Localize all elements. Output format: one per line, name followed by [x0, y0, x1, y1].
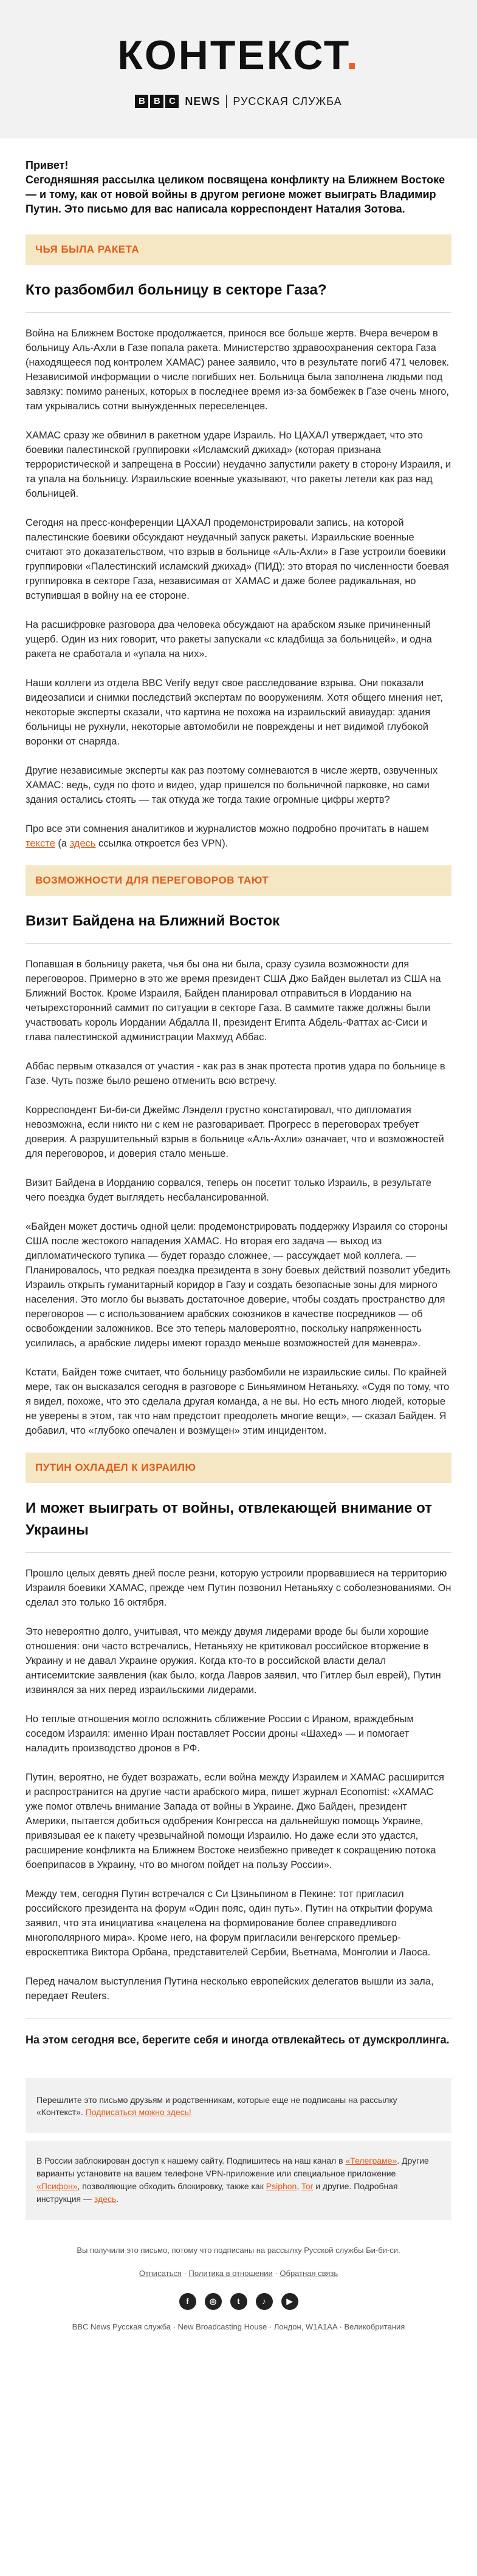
tiktok-icon[interactable]: ♪: [256, 2293, 273, 2310]
paragraph: Аббас первым отказался от участия - как раз в знак протеста против удара по больнице в Газе. Чуть позже было решено отменить всю встречу.: [26, 1061, 445, 1086]
paragraph-with-links: Про все эти сомнения аналитиков и журналистов можно подробно прочитать в нашем тексте (а здесь ссылка откроется без VPN).: [26, 823, 429, 849]
bbc-news-russian-logo: [0, 95, 477, 108]
vpn-info-box: В России заблокирован доступ к нашему сайту. Подпишитесь на наш канал в «Телеграме». Другие варианты установите на вашем телефоне VPN-приложение или специальное приложение «Псифон», позволяющие обходить блокировку, также как Psiphon, Tor и другие. Подробная инструкция — здесь.: [26, 2141, 451, 2220]
masthead: [0, 0, 477, 138]
intro-text: Сегодняшняя рассылка целиком посвящена конфликту на Ближнем Востоке — и тому, как от новой войны в другом регионе может выиграть Владимир Путин. Это письмо для вас написала корреспондент Наталия Зотова.: [26, 174, 445, 215]
instructions-link[interactable]: здесь: [94, 2194, 117, 2204]
greeting: Привет!: [26, 159, 69, 171]
paragraph: Наши коллеги из отдела BBC Verify ведут свое расследование взрыва. Они показали видеозаписи и снимки последствий экспертам по вооружениям. Хотя общего мнения нет, некоторые эксперты сказали, что картина не похожа на израильский авиаудар: здания больницы не рухнули, некоторые автомобили не повреждены и нет видимой глубокой воронки от снаряда.: [26, 678, 443, 747]
unsubscribe-link[interactable]: Отписаться: [139, 2269, 182, 2278]
subscribe-link[interactable]: Подписаться можно здесь!: [85, 2107, 191, 2117]
section-rocket: [26, 234, 451, 851]
facebook-icon[interactable]: f: [179, 2293, 196, 2310]
feedback-link[interactable]: Обратная связь: [280, 2269, 338, 2278]
paragraph: Между тем, сегодня Путин встречался с Си Цзиньпином в Пекине: тот пригласил российского президента на форум «Один пояс, один путь». Путин на открытии форума заявил, что эта инициатива «нацелена на формирование более справедливого многополярного мира». Кроме него, на форум пригласили венгерского премьер-евроскептика Виктора Орбана, представителей Сербии, Вьетнама, Монголии и Лаоса.: [26, 1889, 433, 1958]
intro: [26, 158, 451, 234]
tor-link[interactable]: Tor: [301, 2181, 314, 2191]
paragraph: «Байден может достичь одной цели: продемонстрировать поддержку Израиля со стороны США после жестокого нападения ХАМАС. Но вторая его задача — выход из дипломатического тупика — будет гораздо сложнее, — рассуждает мой коллега. — Планировалось, что редкая поездка президента в зону боевых действий позволит убедить Израиль открыть гуманитарный коридор в Газу и создать безопасные зоны для мирного населения. Это могло бы вызвать достаточное доверие, чтобы создать пространство для переговоров — с использованием арабских союзников в качестве посредников — об освобождении заложников. Все это теперь маловероятно, поскольку напряженность усилилась, а арабские лидеры имеют гораздо меньше возможностей для маневра».: [26, 1221, 451, 1349]
paragraph: Война на Ближнем Востоке продолжается, принося все больше жертв. Вчера вечером в больницу Аль-Ахли в Газе попала ракета. Министерство здравоохранения сектора Газа (находящееся под контролем ХАМАС) ранее заявило, что в результате погиб 471 человек. Независимой информации о числе погибших нет. Больница была заполнена людьми под завязку: помимо раненых, которых в последнее время из-за бомбежек в Газе очень много, там укрывались сотни вынужденных переселенцев.: [26, 328, 450, 412]
kontekst-logo: КОНТЕКСТ.: [117, 32, 360, 78]
section-headline: И может выиграть от войны, отвлекающей внимание от Украины: [26, 1483, 451, 1553]
paragraph: Путин, вероятно, не будет возражать, если война между Израилем и ХАМАС расширится и распространится на другие части арабского мира, пишет журнал Economist: «ХАМАС уже помог отвлечь внимание Запада от войны в Украине. Джо Байден, президент Америки, пытается добиться одобрения Конгресса на дальнейшую помощь Украине, привязывая ее к пакету чрезвычайной помощи Израилю. Но даже если это удастся, расширение конфликта на Ближнем Востоке неизбежно приведет к сокращению потока боеприпасов в Украину, что во многом пойдет на пользу России».: [26, 1772, 444, 1870]
section-headline: Визит Байдена на Ближний Восток: [26, 896, 451, 944]
youtube-icon[interactable]: ▶: [281, 2293, 298, 2310]
forward-subscribe-box: Перешлите это письмо друзьям и родственникам, которые еще не подписаны на рассылку «Контекст». Подписаться можно здесь!: [26, 2078, 451, 2133]
footer-notice: Вы получили это письмо, потому что подписаны на рассылку Русской службы Би-би-си.: [77, 2246, 400, 2255]
section-band: ЧЬЯ БЫЛА РАКЕТА: [26, 234, 451, 265]
telegram-icon[interactable]: t: [230, 2293, 247, 2310]
section-band: ВОЗМОЖНОСТИ ДЛЯ ПЕРЕГОВОРОВ ТАЮТ: [26, 865, 451, 896]
bbc-blocks-icon: B B C: [135, 95, 179, 108]
paragraph: На расшифровке разговора два человека обсуждают на арабском языке причиненный ущерб. Один из них говорит, что ракеты запускали «с кладбища за больницей», и одна ракета не сработала и «упала на них».: [26, 619, 432, 659]
paragraph: ХАМАС сразу же обвинил в ракетном ударе Израиль. Но ЦАХАЛ утверждает, что это боевики палестинской группировки «Исламский джихад» (которая признана террористической и запрещена в России) неудачно запустили ракету в сторону Израиля, и та упала на больницу. Израильские военные указывают, что ракеты летели как раз над больницей.: [26, 430, 451, 499]
mirror-link[interactable]: здесь: [69, 838, 96, 849]
paragraph: Это невероятно долго, учитывая, что между двумя лидерами вроде бы были хорошие отношения: они часто встречались, Нетаньяху не критиковал российское вторжение в Украину и не давал Украине оружия. Когда кто-то в российской власти делал антисемитские заявления (как было, когда Лавров заявил, что Гитлер был еврей), Путин извинялся за них перед израильскими лидерами.: [26, 1626, 441, 1695]
telegram-link[interactable]: «Телеграме»: [345, 2156, 397, 2165]
social-icons: [62, 2293, 415, 2310]
paragraph: Попавшая в больницу ракета, чья бы она ни была, сразу сузила возможности для переговоров. Примерно в это же время президент США Джо Байден вылетал из США на Ближний Восток. Кроме Израиля, Байден планировал отправиться в Иорданию на четырехсторонний саммит по ситуации в секторе Газа. В саммите также должны были участвовать король Иордании Абдалла II, президент Египта Абдель-Фаттах ас-Сиси и глава палестинской администрации Махмуд Аббас.: [26, 959, 441, 1043]
outro: На этом сегодня все, берегите себя и иногда отвлекайтесь от думскроллинга.: [26, 2018, 451, 2066]
footer-links: Отписаться · Политика в отношении · Обратная связь: [139, 2269, 338, 2278]
privacy-link[interactable]: Политика в отношении: [188, 2269, 273, 2278]
paragraph: Визит Байдена в Иорданию сорвался, теперь он посетит только Израиль, в результате чего поездка будет выглядеть несбалансированной.: [26, 1177, 431, 1203]
section-biden: [26, 865, 451, 1438]
article-link[interactable]: тексте: [26, 838, 55, 849]
paragraph: Но теплые отношения могло осложнить сближение России с Ираном, враждебным соседом Израиля: именно Иран поставляет России дроны «Шахед» — и помогает наладить производство дронов в РФ.: [26, 1714, 414, 1754]
paragraph: Корреспондент Би-би-си Джеймс Лэнделл грустно констатировал, что дипломатия невозможна, если никто ни с кем не разговаривает. Прогресс в переговорах требует доверия. А разрушительный взрыв в больнице «Аль-Ахли» означает, что и возможностей для переговоров, и доверия стало меньше.: [26, 1105, 444, 1159]
psiphon-app-link[interactable]: «Псифон»: [36, 2181, 78, 2191]
paragraph: Кстати, Байден тоже считает, что больницу разбомбили не израильские силы. По крайней мере, так он высказался сегодня в разговоре с Биньямином Нетаньяху. «Судя по тому, что я видел, похоже, что это сделала другая команда, а не вы. Но есть много людей, которые не уверены в этом, так что нам предстоит преодолеть многие вещи», — сказал Байден. Я добавил, что «глубоко опечален и возмущен» этим инцидентом.: [26, 1367, 450, 1436]
paragraph: Перед началом выступления Путина несколько европейских делегатов вышли из зала, передает Reuters.: [26, 1976, 434, 2002]
bbc-news-label: NEWS: [185, 95, 221, 107]
logo-divider: [226, 95, 227, 108]
paragraph: Прошло целых девять дней после резни, которую устроили прорвавшиеся на территорию Израиля боевики ХАМАС, прежде чем Путин позвонил Нетаньяху с соболезнованиями. Он сделал это только 16 октября.: [26, 1568, 451, 1608]
section-band: ПУТИН ОХЛАДЕЛ К ИЗРАИЛЮ: [26, 1453, 451, 1483]
psiphon-link[interactable]: Psiphon: [266, 2181, 297, 2191]
service-label: РУССКАЯ СЛУЖБА: [233, 95, 342, 107]
paragraph: Другие независимые эксперты как раз поэтому сомневаются в числе жертв, озвученных ХАМАС: ведь, судя по фото и видео, удар пришелся по больничной парковке, но сами здания остались стоять — так откуда же тогда такие огромные цифры жертв?: [26, 765, 438, 805]
paragraph: Сегодня на пресс-конференции ЦАХАЛ продемонстрировали запись, на которой палестинские боевики обсуждают неудачный запуск ракеты. Израильские военные считают это доказательством, что взрыв в больнице «Аль-Ахли» в Газе устроили боевики группировки «Палестинский исламский джихад» (ПИД): это вторая по численности боевая группировка в секторе Газа, независимая от ХАМАС и даже более радикальная, но вступившая в войну на ее стороне.: [26, 517, 449, 601]
section-headline: Кто разбомбил больницу в секторе Газа?: [26, 265, 451, 313]
footer-address: BBC News Русская служба · New Broadcasting House · Лондон, W1A1AA · Великобритания: [72, 2322, 405, 2331]
section-putin: [26, 1453, 451, 2003]
footer: [26, 2244, 451, 2333]
instagram-icon[interactable]: ◎: [205, 2293, 222, 2310]
